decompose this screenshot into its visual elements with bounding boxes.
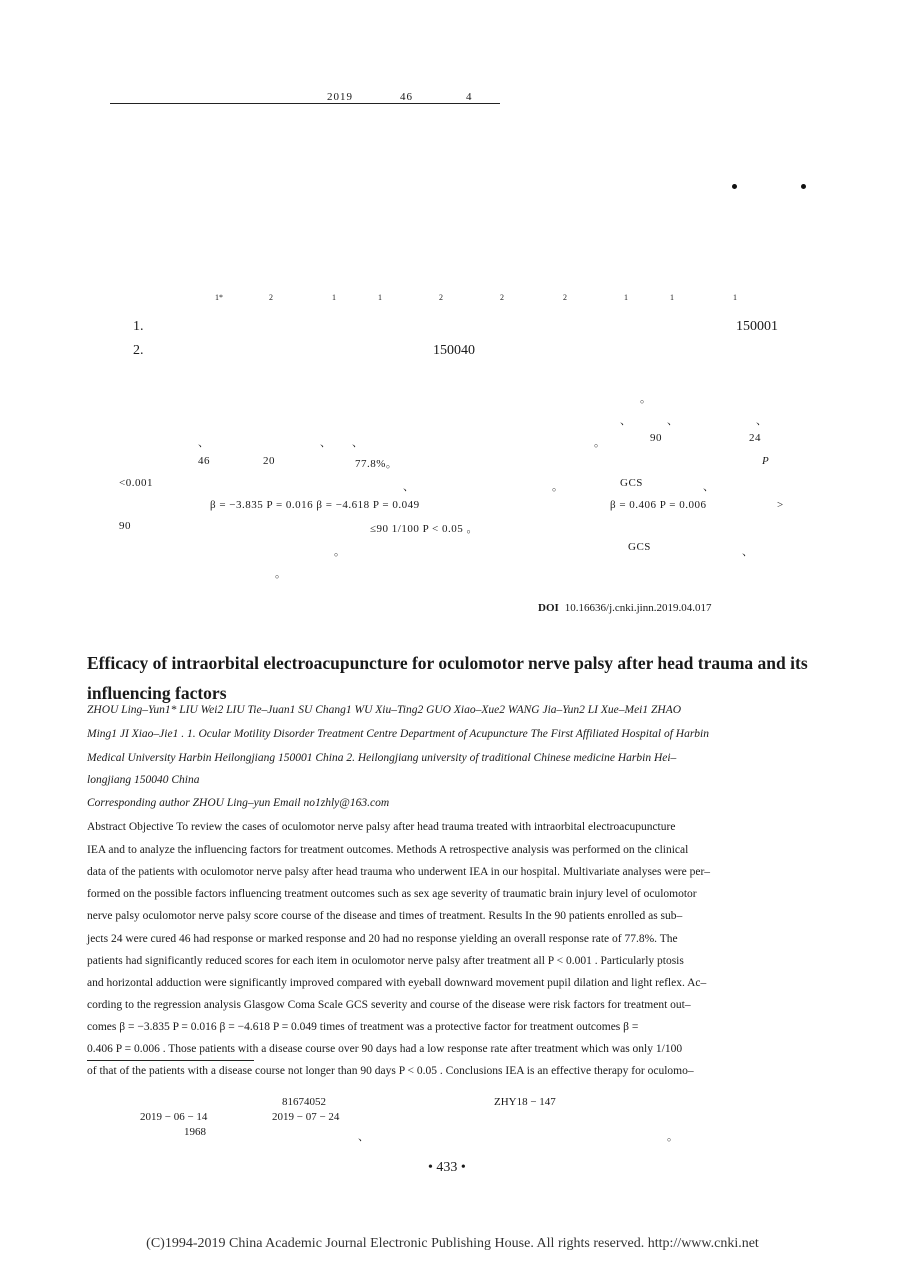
zh-count-24: 24 xyxy=(749,432,761,444)
zh-rate: 77.8%。 xyxy=(355,458,398,470)
abstract-line: of that of the patients with a disease course not longer than 90 days P < 0.05 . Conclusions IEA is an effective therapy for oculomo– xyxy=(87,1065,694,1077)
copyright-footer: (C)1994-2019 China Academic Journal Electronic Publishing House. All rights reserved. http://www.cnki.net xyxy=(146,1236,759,1251)
punct: 。 xyxy=(334,546,346,558)
abstract-line: and horizontal adduction were significantly improved compared with eyeball downward movement pupil dilation and light reflex. Ac– xyxy=(87,977,707,989)
punct: 。 xyxy=(640,393,652,405)
zh-course-90: 90 xyxy=(119,520,131,532)
punct: 、 xyxy=(198,437,210,449)
punct: 、 xyxy=(742,546,754,558)
affiliation-2-number: 2. xyxy=(133,343,144,358)
header-issue: 4 xyxy=(466,91,473,103)
affiliation-1-number: 1. xyxy=(133,319,144,334)
received-date: 2019 − 06 − 14 xyxy=(140,1111,208,1123)
zh-p-value: <0.001 xyxy=(119,477,153,489)
punct: 。 xyxy=(594,437,606,449)
zh-p: P xyxy=(762,455,770,467)
abstract-line: Abstract Objective To review the cases of oculomotor nerve palsy after head trauma treated with intraorbital electroacupuncture xyxy=(87,821,676,833)
header-rule xyxy=(110,103,500,104)
birth-year: 1968 xyxy=(184,1126,206,1138)
punct: 、 xyxy=(358,1131,369,1143)
abstract-line: IEA and to analyze the influencing factors for treatment outcomes. Methods A retrospective analysis was performed on the clinical xyxy=(87,844,689,856)
punct: 。 xyxy=(552,481,564,493)
authors-en-line: Ming1 JI Xiao–Jie1 . 1. Ocular Motility Disorder Treatment Centre Department of Acupuncture The First Affiliated Hospital of Harbin xyxy=(87,728,710,740)
zh-count-46: 46 xyxy=(198,455,210,467)
abstract-line: formed on the possible factors influencing treatment outcomes such as sex age severity of traumatic brain injury level of oculomotor xyxy=(87,888,697,900)
abstract-line: comes β = −3.835 P = 0.016 β = −4.618 P = 0.049 times of treatment was a protective factor for treatment outcomes β = xyxy=(87,1021,639,1033)
abstract-line: 0.406 P = 0.006 . Those patients with a disease course over 90 days had a low response rate after treatment which was only 1/100 xyxy=(87,1043,683,1055)
bullet-icon xyxy=(801,184,806,189)
zh-count-90: 90 xyxy=(650,432,662,444)
author-sup: 1 xyxy=(332,293,336,302)
zh-count-20: 20 xyxy=(263,455,275,467)
punct: 、 xyxy=(403,481,415,493)
doi-value: 10.16636/j.cnki.jinn.2019.04.017 xyxy=(564,602,712,614)
zh-ratio: ≤90 1/100 P < 0.05 。 xyxy=(370,523,479,535)
corresponding-author: Corresponding author ZHOU Ling–yun Email no1zhly@163.com xyxy=(87,797,390,809)
punct: 、 xyxy=(320,437,332,449)
abstract-line: jects 24 were cured 46 had response or marked response and 20 had no response yielding an overall response rate of 77.8%. The xyxy=(87,933,678,945)
zh-gt: > xyxy=(777,499,784,511)
author-sup: 2 xyxy=(500,293,504,302)
abstract-line: nerve palsy oculomotor nerve palsy score course of the disease and times of treatment. Results In the 90 patients enrolled as sub– xyxy=(87,910,683,922)
author-sup: 1 xyxy=(670,293,674,302)
punct: 、 xyxy=(620,415,632,427)
affiliation-2-postcode: 150040 xyxy=(433,343,475,358)
affiliation-1-postcode: 150001 xyxy=(736,319,778,334)
authors-en-line: Medical University Harbin Heilongjiang 150001 China 2. Heilongjiang university of traditional Chinese medicine Harbin Hei– xyxy=(87,752,677,764)
header-year: 2019 xyxy=(327,91,353,103)
article-title-en: Efficacy of intraorbital electroacupuncture for oculomotor nerve palsy after head trauma and its influencing factors xyxy=(87,653,808,703)
author-sup: 1 xyxy=(624,293,628,302)
punct: 、 xyxy=(667,415,679,427)
abstract-line: patients had significantly reduced scores for each item in oculomotor nerve palsy after treatment all P < 0.001 . Particularly ptosis xyxy=(87,955,684,967)
page-number: • 433 • xyxy=(428,1160,466,1175)
zh-gcs: GCS xyxy=(620,477,643,489)
author-sup: 2 xyxy=(563,293,567,302)
revised-date: 2019 − 07 − 24 xyxy=(272,1111,340,1123)
grant-number-2: ZHY18 − 147 xyxy=(494,1096,556,1108)
author-sup: 1 xyxy=(378,293,382,302)
header-volume: 46 xyxy=(400,91,413,103)
abstract-line: cording to the regression analysis Glasgow Coma Scale GCS severity and course of the disease were risk factors for treatment out– xyxy=(87,999,691,1011)
punct: 、 xyxy=(703,481,715,493)
zh-beta-protective: β = 0.406 P = 0.006 xyxy=(610,499,707,511)
abstract-line: data of the patients with oculomotor nerve palsy after head trauma who underwent IEA in our hospital. Multivariate analyses were per– xyxy=(87,866,711,878)
punct: 、 xyxy=(352,437,364,449)
doi-label: DOI xyxy=(538,602,559,614)
author-sup: 1* xyxy=(215,293,223,302)
punct: 、 xyxy=(756,415,768,427)
author-sup: 1 xyxy=(733,293,737,302)
author-sup: 2 xyxy=(439,293,443,302)
doi xyxy=(538,602,711,614)
zh-gcs-2: GCS xyxy=(628,541,651,553)
punct: 。 xyxy=(667,1131,678,1143)
authors-en-line: ZHOU Ling–Yun1* LIU Wei2 LIU Tie–Juan1 SU Chang1 WU Xiu–Ting2 GUO Xiao–Xue2 WANG Jia–Yun2 LI Xue–Mei1 ZHAO xyxy=(87,704,682,716)
bullet-icon xyxy=(732,184,737,189)
punct: 。 xyxy=(275,568,287,580)
zh-beta-risk: β = −3.835 P = 0.016 β = −4.618 P = 0.049 xyxy=(210,499,420,511)
grant-number-1: 81674052 xyxy=(282,1096,326,1108)
authors-en-line: longjiang 150040 China xyxy=(87,774,200,786)
footnote-rule xyxy=(87,1060,254,1061)
author-sup: 2 xyxy=(269,293,273,302)
